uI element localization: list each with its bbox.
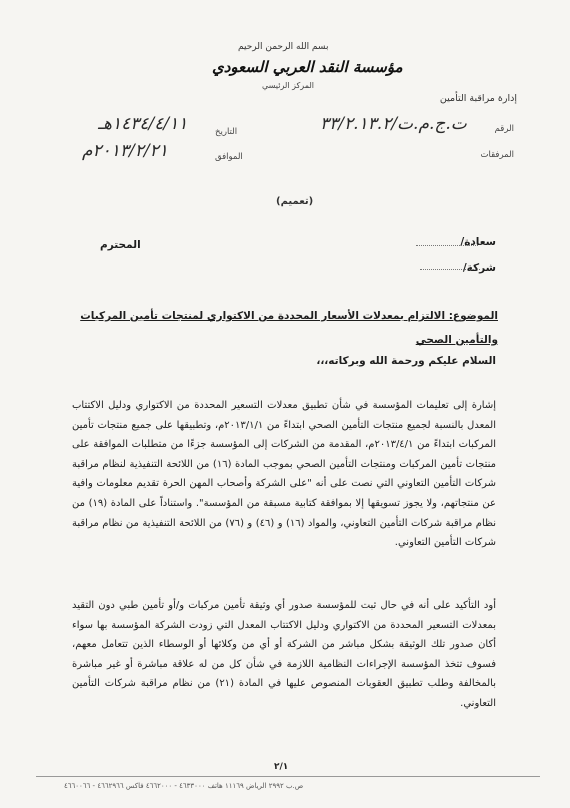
company-fill-line (420, 268, 480, 270)
gregorian-date: ٢٠١٣/٢/٢١م (82, 141, 168, 161)
department-name: إدارة مراقبة التأمين (439, 93, 517, 104)
center-label: المركز الرئيسي (262, 81, 314, 90)
footer-contact: ص.ب ٢٩٩٢ الرياض ١١١٦٩ هاتف ٤٦٣٣٠٠٠ - ٤٦٦٢٠٠٠ فاكس ٤٦٦٢٩٦٦ - ٤٦٦٠٠٦٦ (64, 782, 304, 790)
greeting: السلام عليكم ورحمة الله وبركاته،،، (316, 355, 496, 367)
reference-label: الرقم (494, 124, 514, 134)
reference-number: ت.ج.م.ت/٣٣/٢.١٣.٢ (320, 114, 467, 134)
footer-divider (36, 776, 540, 777)
attachments-label: المرفقات (480, 150, 514, 160)
page-number: ٢/١ (274, 762, 289, 772)
company-label: شركة/ (462, 262, 496, 274)
hijri-date: ١٤٣٤/٤/١١هـ (98, 114, 188, 134)
body-paragraph-2: أود التأكيد على أنه في حال ثبت للمؤسسة صدور أي وثيقة تأمين مركبات و/أو تأمين طبي دون التقيد بمعدلات التسعير المحددة من الاكتواري ودليل الاكتتاب المعدل التي زودت الشركة المؤسسة بها سواء أكان صدور تلك الوثيقة بشكل مباشر من الشركة أو أي من وكلائها أو الوسطاء الذين تتعامل معهم، فسوف تتخذ المؤسسة الإجراءات النظامية اللازمة في شأن كل من له علاقة مباشرة أو غير مباشرة بالمخالفة وطلب تطبيق العقوبات المنصوص عليها في المادة (٢١) من نظام مراقبة شركات التأمين التعاوني. (72, 600, 496, 709)
subject-line: الموضوع: الالتزام بمعدلات الأسعار المحددة من الاكتواري لمنتجات تأمين المركبات والتأمين الصحي (80, 310, 498, 346)
organization-name: مؤسسة النقد العربي السعودي (212, 58, 403, 76)
respected-label: المحترم (100, 239, 141, 251)
basmala: بسم الله الرحمن الرحيم (238, 42, 329, 52)
salutation: سعادة/ (460, 236, 496, 248)
circular-heading: (تعميم) (276, 196, 314, 207)
gregorian-label: الموافق (215, 152, 243, 162)
body-paragraph-1: إشارة إلى تعليمات المؤسسة في شأن تطبيق معدلات التسعير المحددة من الاكتواري ودليل الاكتتاب المعدل بالنسبة لجميع منتجات التأمين الصحي ابتداءً من ٢٠١٣/١/١م، وتطبيقها على جميع منتجات تأمين المركبات ابتداءً من ٢٠١٣/٤/١م، المقدمة من الشركات إلى المؤسسة جزءًا من متطلبات الموافقة على منتجات تأمين المركبات ومنتجات التأمين الصحي بموجب المادة (١٦) من اللائحة التنفيذية لنظام مراقبة شركات التأمين التعاوني التي نصت على أنه "على الشركة وأصحاب المهن الحرة تقديم معلومات وافية عن منتجاتهم، ولا يجوز تسويقها إلا بموافقة كتابية مسبقة من المؤسسة". واستناداً على المادة (١٩) من نظام مراقبة شركات التأمين التعاوني، والمواد (١٦) و (٤٦) و (٧٦) من اللائحة التنفيذية من نظام مراقبة شركات التأمين التعاوني. (72, 400, 497, 549)
addressee-fill-line (416, 244, 478, 246)
date-label: التاريخ (215, 127, 238, 137)
